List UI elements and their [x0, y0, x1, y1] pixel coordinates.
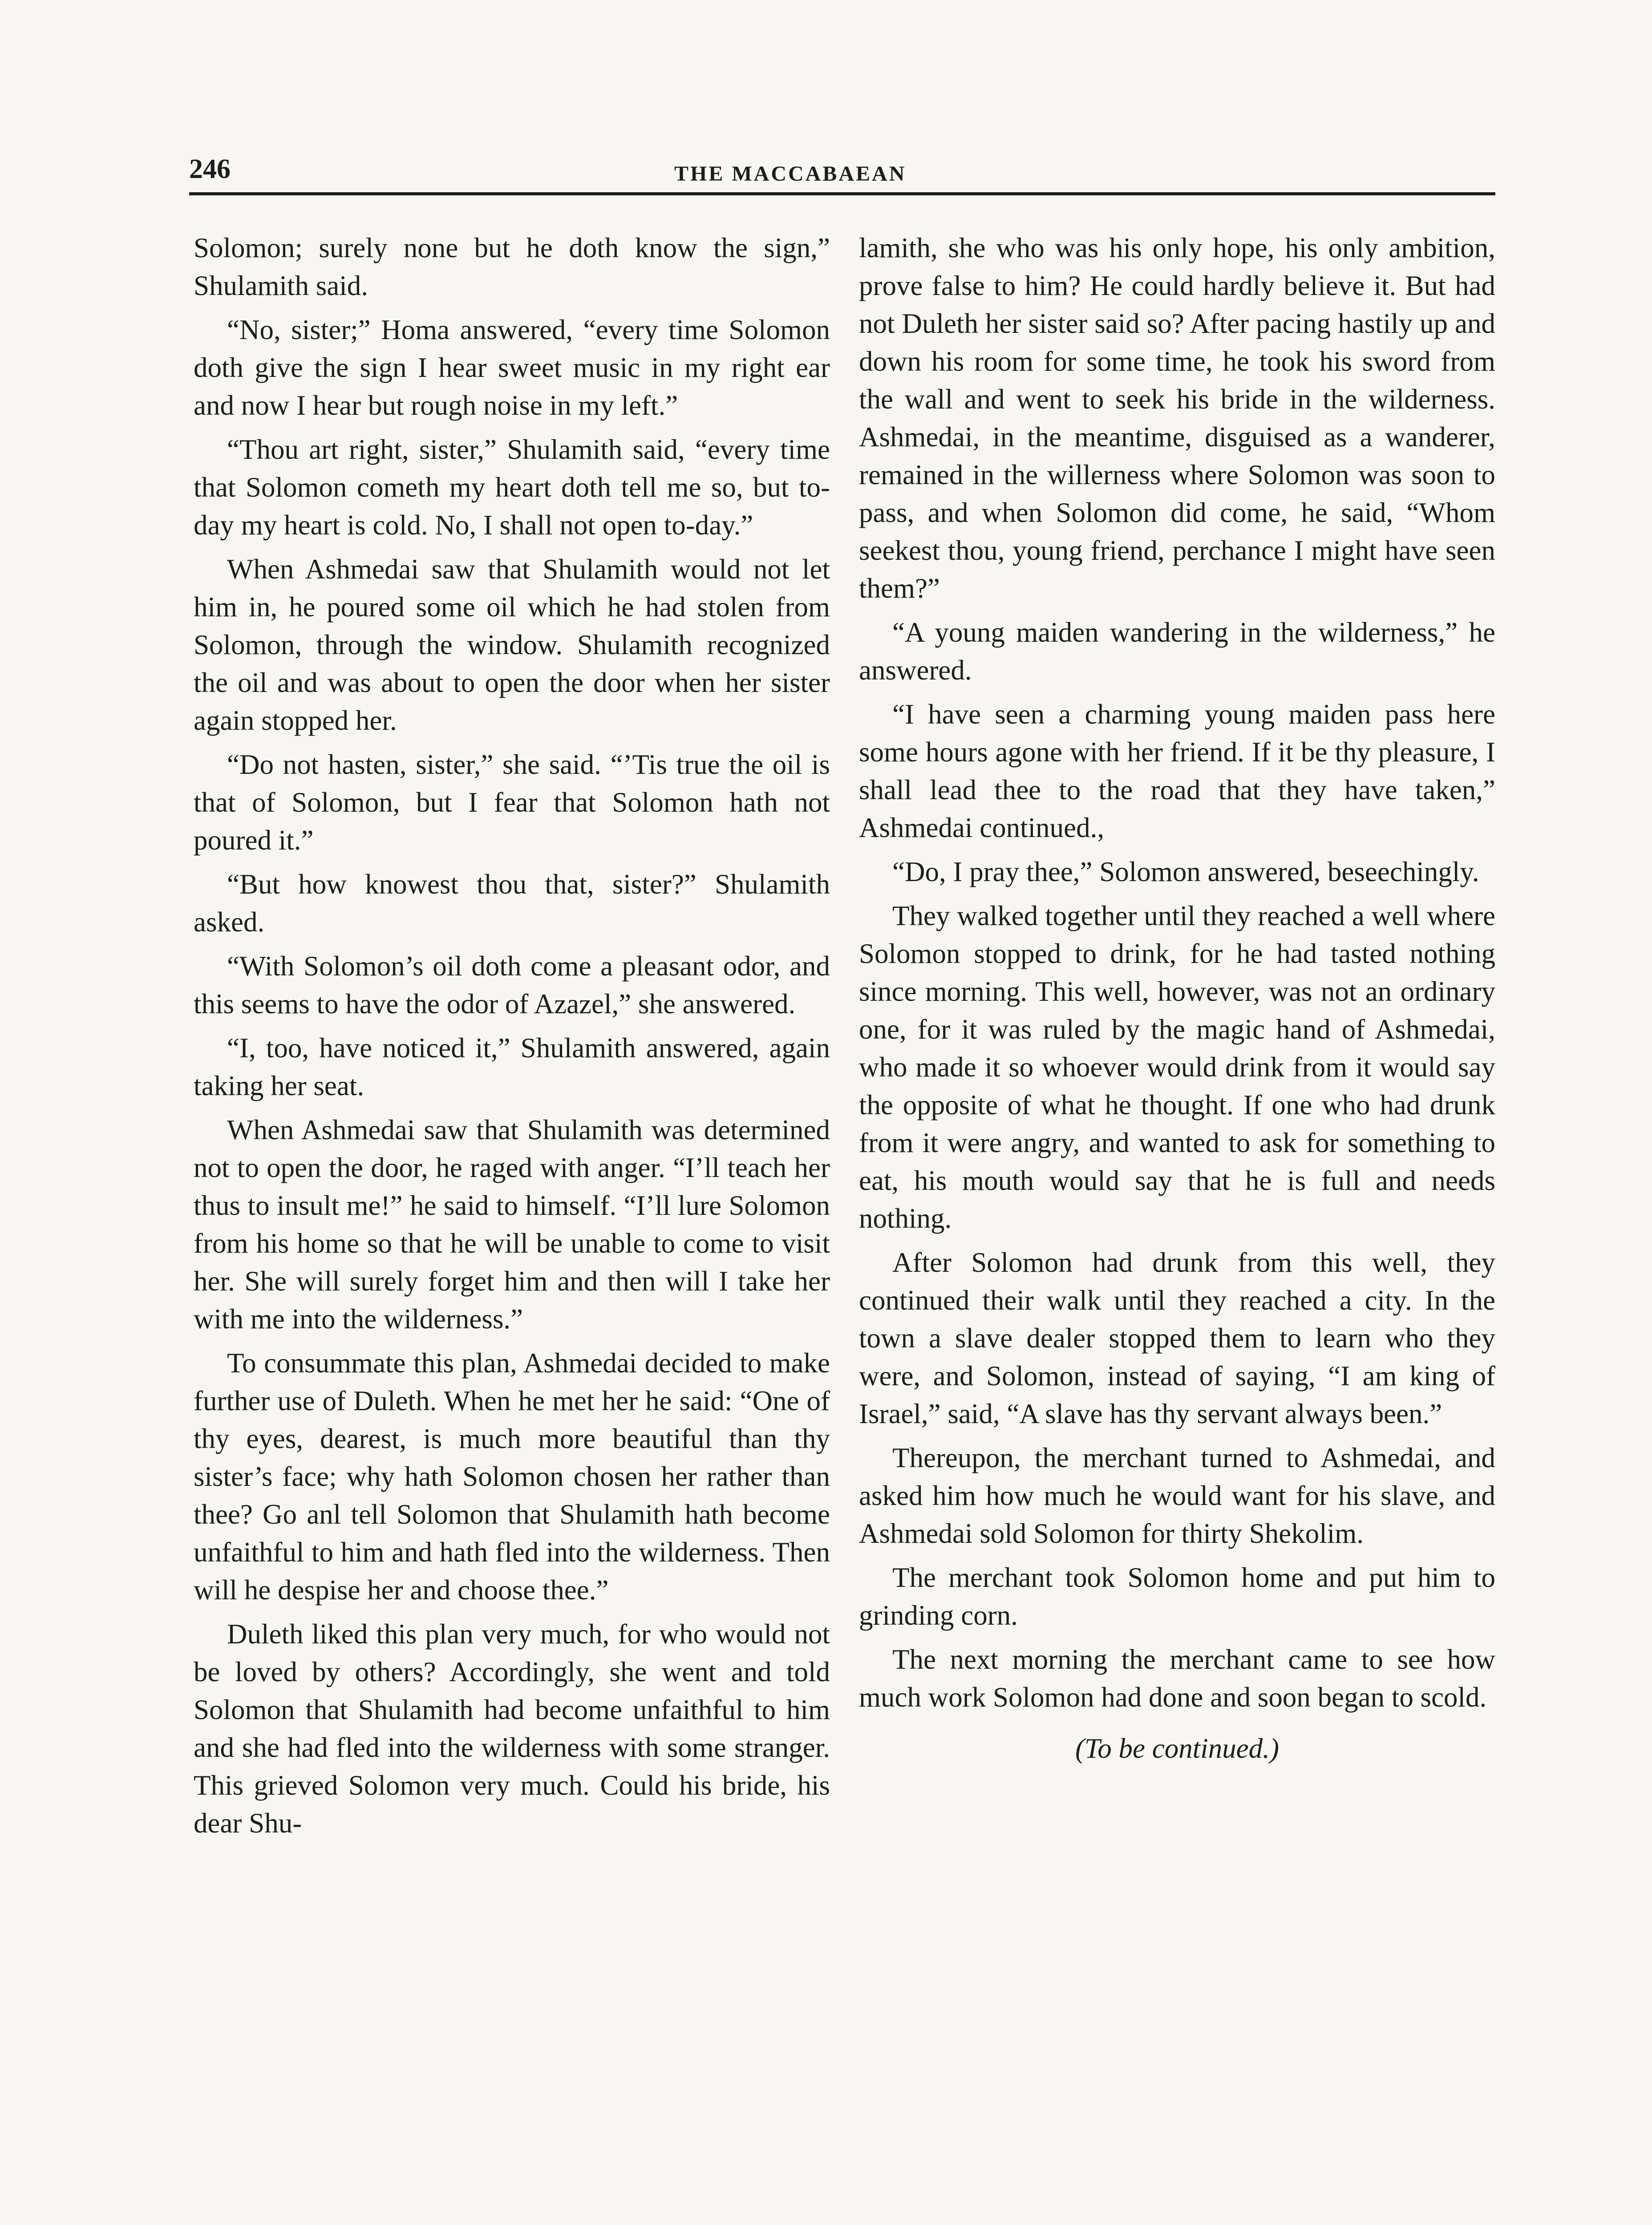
- paragraph: “Do not hasten, sister,” she said. “’Tis true the oil is that of Solomon, but I fear that Solomon hath not poured it.”: [194, 749, 830, 856]
- paragraph: “I have seen a charming young maiden pass here some hours agone with her friend. If it be thy pleasure, I shall lead thee to the road that they have taken,” Ashmedai continued.,: [859, 699, 1495, 843]
- paragraph: To consummate this plan, Ashmedai decided to make further use of Duleth. When he met her he said: “One of thy eyes, dearest, is much more beautiful than thy sister’s face; why hath Solomon chosen her rather than thee? Go anl tell Solomon that Shulamith hath become unfaithful to him and hath fled into the wilderness. Then will he despise her and choose thee.”: [194, 1347, 830, 1606]
- paragraph: “But how knowest thou that, sister?” Shulamith asked.: [194, 869, 830, 938]
- paragraph: The merchant took Solomon home and put him to grinding corn.: [859, 1562, 1495, 1631]
- left-column: [194, 229, 830, 1849]
- running-title: THE MACCABAEAN: [674, 162, 907, 186]
- to-be-continued: (To be continued.): [1075, 1733, 1279, 1764]
- paragraph: After Solomon had drunk from this well, they continued their walk until they reached a city. In the town a slave dealer stopped them to learn who they were, and Solomon, instead of saying, “I am king of Israel,” said, “A slave has thy servant always been.”: [859, 1247, 1495, 1429]
- paragraph: “I, too, have noticed it,” Shulamith answered, again taking her seat.: [194, 1032, 830, 1101]
- paragraph: lamith, she who was his only hope, his only ambition, prove false to him? He could hardly believe it. But had not Duleth her sister said so? After pacing hastily up and down his room for some time, he took his sword from the wall and went to seek his bride in the wilderness. Ashmedai, in the meantime, disguised as a wanderer, remained in the willerness where Solomon was soon to pass, and when Solomon did come, he said, “Whom seekest thou, young friend, perchance I might have seen them?”: [859, 232, 1495, 604]
- paragraph: “A young maiden wandering in the wilderness,” he answered.: [859, 617, 1495, 686]
- paragraph: Duleth liked this plan very much, for who would not be loved by others? Accordingly, she went and told Solomon that Shulamith had become unfaithful to him and she had fled into the wilderness with some stranger. This grieved Solomon very much. Could his bride, his dear Shu-: [194, 1618, 830, 1839]
- paragraph: The next morning the merchant came to see how much work Solomon had done and soon began to scold.: [859, 1644, 1495, 1713]
- paragraph: Thereupon, the merchant turned to Ashmedai, and asked him how much he would want for his slave, and Ashmedai sold Solomon for thirty Shekolim.: [859, 1442, 1495, 1549]
- paragraph: They walked together until they reached a well where Solomon stopped to drink, for he had tasted nothing since morning. This well, however, was not an ordinary one, for it was ruled by the magic hand of Ashmedai, who made it so whoever would drink from it would say the opposite of what he thought. If one who had drunk from it were angry, and wanted to ask for something to eat, his mouth would say that he is full and needs nothing.: [859, 900, 1495, 1234]
- page-header: [189, 154, 1495, 194]
- paragraph: “No, sister;” Homa answered, “every time Solomon doth give the sign I hear sweet music in my right ear and now I hear but rough noise in my left.”: [194, 314, 830, 421]
- paragraph: “Thou art right, sister,” Shulamith said, “every time that Solomon cometh my heart doth tell me so, but to-day my heart is cold. No, I shall not open to-day.”: [194, 434, 830, 541]
- paragraph: When Ashmedai saw that Shulamith was determined not to open the door, he raged with anger. “I’ll teach her thus to insult me!” he said to himself. “I’ll lure Solomon from his home so that he will be unable to come to visit her. She will surely forget him and then will I take her with me into the wilderness.”: [194, 1114, 830, 1335]
- paragraph: “Do, I pray thee,” Solomon answered, beseechingly.: [892, 856, 1479, 887]
- right-column: [859, 229, 1495, 1774]
- paragraph: Solomon; surely none but he doth know the sign,” Shulamith said.: [194, 232, 830, 301]
- paragraph: “With Solomon’s oil doth come a pleasant odor, and this seems to have the odor of Azazel,” she answered.: [194, 951, 830, 1019]
- header-rule: [189, 192, 1495, 195]
- page-number: 246: [189, 154, 231, 184]
- paragraph: When Ashmedai saw that Shulamith would not let him in, he poured some oil which he had stolen from Solomon, through the window. Shulamith recognized the oil and was about to open the door when her sister again stopped her.: [194, 554, 830, 736]
